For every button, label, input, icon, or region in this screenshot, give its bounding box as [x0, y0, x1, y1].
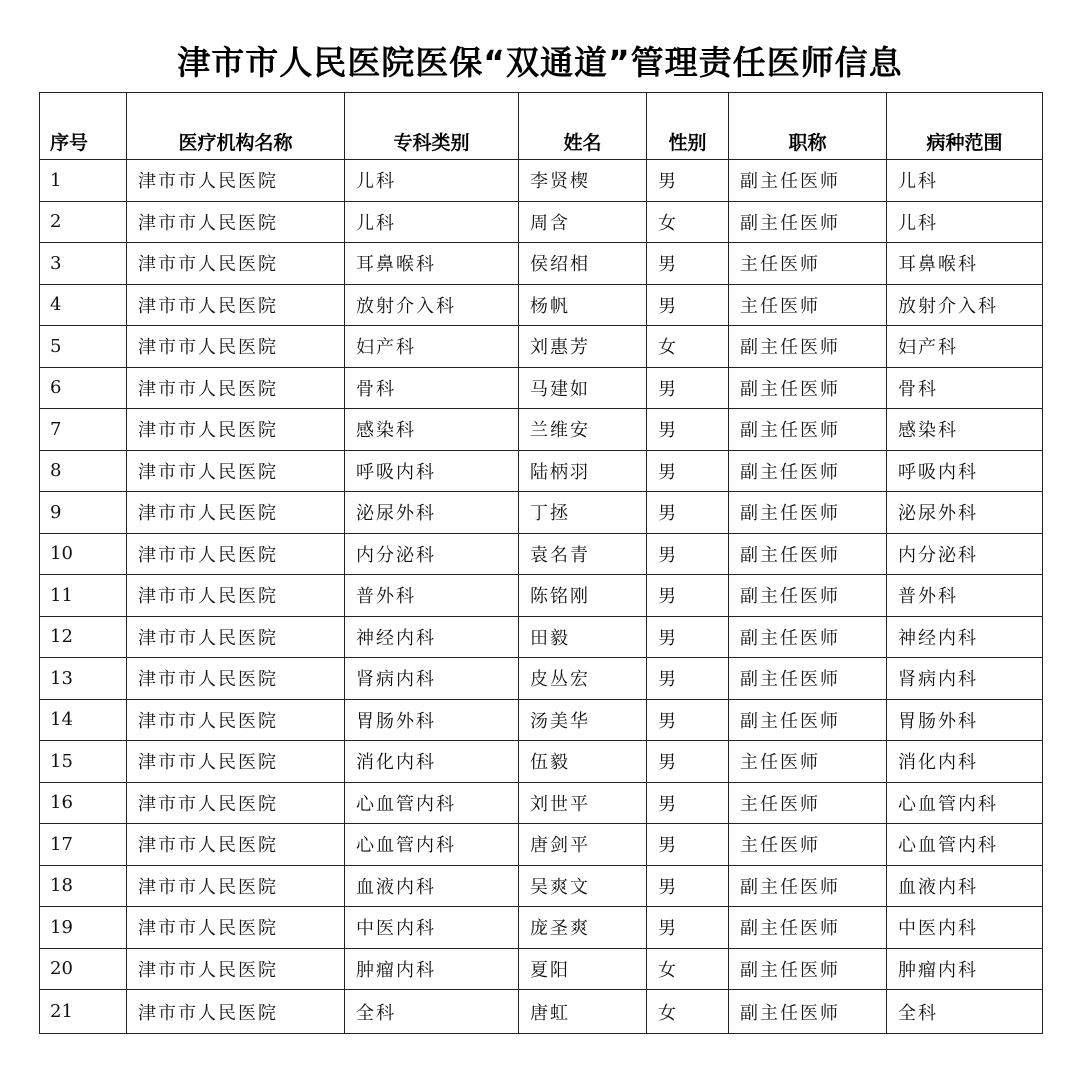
table-row	[40, 782, 1043, 824]
cell-title: 副主任医师	[729, 575, 887, 617]
cell-name: 唐虹	[519, 990, 647, 1034]
header-title: 职称	[729, 93, 887, 160]
table-row	[40, 865, 1043, 907]
cell-title: 副主任医师	[729, 160, 887, 202]
cell-index: 10	[40, 533, 127, 575]
cell-name: 杨帆	[519, 284, 647, 326]
cell-gender: 男	[647, 160, 729, 202]
table-row	[40, 409, 1043, 451]
cell-specialty: 泌尿外科	[345, 492, 519, 534]
cell-specialty: 肿瘤内科	[345, 948, 519, 990]
table-header-row	[40, 93, 1043, 160]
cell-disease-scope: 消化内科	[887, 741, 1043, 783]
cell-specialty: 心血管内科	[345, 824, 519, 866]
cell-name: 李贤楔	[519, 160, 647, 202]
cell-title: 副主任医师	[729, 492, 887, 534]
cell-name: 吴爽文	[519, 865, 647, 907]
table-row	[40, 326, 1043, 368]
cell-gender: 男	[647, 533, 729, 575]
cell-gender: 男	[647, 865, 729, 907]
cell-specialty: 血液内科	[345, 865, 519, 907]
table-row	[40, 658, 1043, 700]
cell-specialty: 胃肠外科	[345, 699, 519, 741]
cell-institution: 津市市人民医院	[127, 948, 345, 990]
cell-title: 主任医师	[729, 284, 887, 326]
cell-index: 15	[40, 741, 127, 783]
cell-gender: 女	[647, 201, 729, 243]
cell-disease-scope: 骨科	[887, 367, 1043, 409]
cell-index: 12	[40, 616, 127, 658]
table-row	[40, 907, 1043, 949]
cell-title: 副主任医师	[729, 616, 887, 658]
cell-institution: 津市市人民医院	[127, 658, 345, 700]
cell-name: 周含	[519, 201, 647, 243]
cell-index: 13	[40, 658, 127, 700]
table-body	[40, 160, 1043, 1034]
table-row	[40, 160, 1043, 202]
cell-name: 皮丛宏	[519, 658, 647, 700]
cell-gender: 男	[647, 616, 729, 658]
cell-disease-scope: 心血管内科	[887, 782, 1043, 824]
cell-name: 伍毅	[519, 741, 647, 783]
cell-specialty: 神经内科	[345, 616, 519, 658]
cell-disease-scope: 呼吸内科	[887, 450, 1043, 492]
cell-institution: 津市市人民医院	[127, 492, 345, 534]
cell-institution: 津市市人民医院	[127, 824, 345, 866]
cell-institution: 津市市人民医院	[127, 575, 345, 617]
header-gender: 性别	[647, 93, 729, 160]
cell-institution: 津市市人民医院	[127, 160, 345, 202]
cell-title: 副主任医师	[729, 699, 887, 741]
cell-name: 侯绍相	[519, 243, 647, 285]
cell-index: 18	[40, 865, 127, 907]
cell-disease-scope: 全科	[887, 990, 1043, 1034]
cell-index: 1	[40, 160, 127, 202]
cell-index: 19	[40, 907, 127, 949]
cell-disease-scope: 肿瘤内科	[887, 948, 1043, 990]
cell-gender: 男	[647, 450, 729, 492]
cell-name: 马建如	[519, 367, 647, 409]
table-row	[40, 990, 1043, 1034]
cell-specialty: 儿科	[345, 201, 519, 243]
cell-gender: 男	[647, 741, 729, 783]
cell-index: 3	[40, 243, 127, 285]
cell-specialty: 儿科	[345, 160, 519, 202]
cell-gender: 男	[647, 782, 729, 824]
cell-institution: 津市市人民医院	[127, 616, 345, 658]
page-title: 津市市人民医院医保“双通道”管理责任医师信息	[177, 43, 903, 82]
header-specialty: 专科类别	[345, 93, 519, 160]
cell-index: 8	[40, 450, 127, 492]
cell-title: 副主任医师	[729, 865, 887, 907]
cell-institution: 津市市人民医院	[127, 201, 345, 243]
cell-specialty: 内分泌科	[345, 533, 519, 575]
cell-index: 6	[40, 367, 127, 409]
cell-name: 刘惠芳	[519, 326, 647, 368]
cell-gender: 男	[647, 699, 729, 741]
cell-disease-scope: 放射介入科	[887, 284, 1043, 326]
cell-gender: 男	[647, 367, 729, 409]
cell-gender: 男	[647, 492, 729, 534]
cell-disease-scope: 感染科	[887, 409, 1043, 451]
physician-table	[39, 92, 1043, 1034]
cell-institution: 津市市人民医院	[127, 367, 345, 409]
cell-institution: 津市市人民医院	[127, 450, 345, 492]
cell-disease-scope: 神经内科	[887, 616, 1043, 658]
cell-specialty: 感染科	[345, 409, 519, 451]
cell-disease-scope: 儿科	[887, 201, 1043, 243]
cell-specialty: 心血管内科	[345, 782, 519, 824]
cell-title: 副主任医师	[729, 990, 887, 1034]
cell-disease-scope: 中医内科	[887, 907, 1043, 949]
cell-institution: 津市市人民医院	[127, 326, 345, 368]
cell-disease-scope: 儿科	[887, 160, 1043, 202]
table-row	[40, 575, 1043, 617]
cell-institution: 津市市人民医院	[127, 782, 345, 824]
cell-gender: 男	[647, 824, 729, 866]
table-row	[40, 616, 1043, 658]
cell-institution: 津市市人民医院	[127, 409, 345, 451]
cell-institution: 津市市人民医院	[127, 865, 345, 907]
cell-gender: 男	[647, 243, 729, 285]
header-disease-scope: 病种范围	[887, 93, 1043, 160]
cell-disease-scope: 肾病内科	[887, 658, 1043, 700]
cell-name: 唐剑平	[519, 824, 647, 866]
cell-title: 副主任医师	[729, 201, 887, 243]
cell-title: 主任医师	[729, 824, 887, 866]
cell-name: 刘世平	[519, 782, 647, 824]
cell-title: 副主任医师	[729, 658, 887, 700]
header-index: 序号	[40, 93, 127, 160]
cell-gender: 男	[647, 284, 729, 326]
cell-institution: 津市市人民医院	[127, 284, 345, 326]
header-institution: 医疗机构名称	[127, 93, 345, 160]
cell-title: 副主任医师	[729, 367, 887, 409]
cell-gender: 女	[647, 326, 729, 368]
cell-institution: 津市市人民医院	[127, 990, 345, 1034]
table-row	[40, 492, 1043, 534]
cell-title: 主任医师	[729, 243, 887, 285]
cell-index: 21	[40, 990, 127, 1034]
cell-specialty: 放射介入科	[345, 284, 519, 326]
table-row	[40, 533, 1043, 575]
cell-gender: 男	[647, 658, 729, 700]
cell-disease-scope: 血液内科	[887, 865, 1043, 907]
cell-disease-scope: 内分泌科	[887, 533, 1043, 575]
cell-index: 4	[40, 284, 127, 326]
cell-title: 副主任医师	[729, 326, 887, 368]
table-row	[40, 948, 1043, 990]
cell-index: 9	[40, 492, 127, 534]
table-row	[40, 450, 1043, 492]
cell-title: 副主任医师	[729, 533, 887, 575]
cell-name: 陈铭刚	[519, 575, 647, 617]
table-row	[40, 284, 1043, 326]
table-row	[40, 699, 1043, 741]
cell-name: 夏阳	[519, 948, 647, 990]
cell-name: 田毅	[519, 616, 647, 658]
header-name: 姓名	[519, 93, 647, 160]
cell-specialty: 妇产科	[345, 326, 519, 368]
cell-institution: 津市市人民医院	[127, 699, 345, 741]
cell-index: 7	[40, 409, 127, 451]
cell-specialty: 耳鼻喉科	[345, 243, 519, 285]
cell-specialty: 普外科	[345, 575, 519, 617]
cell-name: 庞圣爽	[519, 907, 647, 949]
cell-index: 20	[40, 948, 127, 990]
cell-name: 兰维安	[519, 409, 647, 451]
table-row	[40, 741, 1043, 783]
cell-index: 5	[40, 326, 127, 368]
cell-specialty: 肾病内科	[345, 658, 519, 700]
cell-name: 汤美华	[519, 699, 647, 741]
cell-disease-scope: 胃肠外科	[887, 699, 1043, 741]
cell-specialty: 呼吸内科	[345, 450, 519, 492]
cell-disease-scope: 耳鼻喉科	[887, 243, 1043, 285]
cell-specialty: 全科	[345, 990, 519, 1034]
cell-index: 14	[40, 699, 127, 741]
table-row	[40, 367, 1043, 409]
cell-disease-scope: 普外科	[887, 575, 1043, 617]
cell-specialty: 中医内科	[345, 907, 519, 949]
cell-disease-scope: 心血管内科	[887, 824, 1043, 866]
cell-index: 16	[40, 782, 127, 824]
cell-name: 丁拯	[519, 492, 647, 534]
cell-disease-scope: 妇产科	[887, 326, 1043, 368]
cell-gender: 女	[647, 948, 729, 990]
cell-title: 主任医师	[729, 741, 887, 783]
cell-institution: 津市市人民医院	[127, 243, 345, 285]
cell-institution: 津市市人民医院	[127, 741, 345, 783]
cell-index: 11	[40, 575, 127, 617]
cell-gender: 男	[647, 409, 729, 451]
cell-title: 副主任医师	[729, 450, 887, 492]
cell-gender: 男	[647, 575, 729, 617]
cell-title: 主任医师	[729, 782, 887, 824]
cell-name: 陆柄羽	[519, 450, 647, 492]
cell-institution: 津市市人民医院	[127, 907, 345, 949]
cell-title: 副主任医师	[729, 948, 887, 990]
cell-name: 袁名青	[519, 533, 647, 575]
cell-title: 副主任医师	[729, 907, 887, 949]
cell-title: 副主任医师	[729, 409, 887, 451]
cell-index: 17	[40, 824, 127, 866]
table-row	[40, 824, 1043, 866]
cell-specialty: 消化内科	[345, 741, 519, 783]
table-row	[40, 201, 1043, 243]
cell-disease-scope: 泌尿外科	[887, 492, 1043, 534]
cell-index: 2	[40, 201, 127, 243]
table-row	[40, 243, 1043, 285]
cell-gender: 男	[647, 907, 729, 949]
cell-specialty: 骨科	[345, 367, 519, 409]
cell-gender: 女	[647, 990, 729, 1034]
cell-institution: 津市市人民医院	[127, 533, 345, 575]
